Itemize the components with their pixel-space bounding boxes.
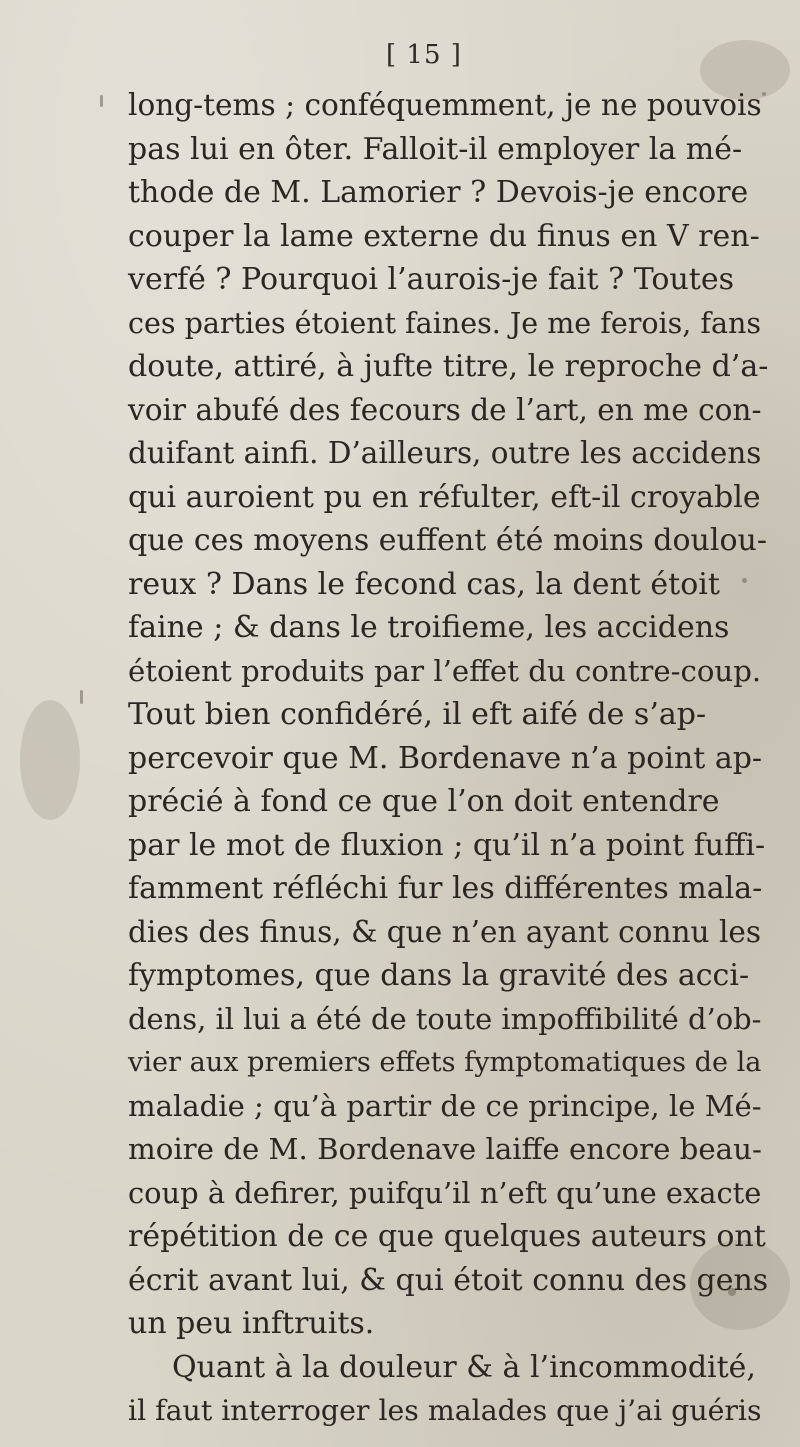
text-line: long-tems ; conféquemment, je ne pouvois bbox=[128, 88, 762, 122]
text-line: Quant à la douleur & à l’incommodité, bbox=[172, 1349, 756, 1385]
text-line: verfé ? Pourquoi l’aurois-je fait ? Toutes bbox=[128, 262, 734, 297]
text-line: dens, il lui a été de toute impoffibilité d’ob- bbox=[128, 1001, 762, 1036]
text-line: famment réfléchi fur les différentes mala- bbox=[128, 871, 763, 906]
text-line: par le mot de fluxion ; qu’il n’a point fuffi- bbox=[128, 827, 766, 863]
text-line: percevoir que M. Bordenave n’a point ap- bbox=[128, 740, 763, 776]
text-line: Tout bien confidéré, il eft aifé de s’ap- bbox=[128, 697, 707, 732]
text-line: coup à defirer, puifqu’il n’eft qu’une exacte bbox=[128, 1175, 762, 1210]
text-line: que ces moyens euffent été moins doulou- bbox=[128, 523, 767, 558]
text-line: qui auroient pu en réfulter, eft-il croyable bbox=[128, 479, 761, 515]
ink-speck bbox=[80, 690, 83, 704]
body-text bbox=[128, 84, 768, 1433]
ink-speck bbox=[100, 95, 103, 107]
text-line: moire de M. Bordenave laiffe encore beau- bbox=[128, 1132, 762, 1166]
text-line: reux ? Dans le fecond cas, la dent étoit bbox=[128, 566, 720, 602]
text-line: couper la lame externe du finus en V ren- bbox=[128, 218, 760, 254]
text-line: duifant ainfi. D’ailleurs, outre les accidens bbox=[128, 436, 762, 470]
text-line: précié à fond ce que l’on doit entendre bbox=[128, 784, 720, 819]
text-line: pas lui en ôter. Falloit-il employer la mé- bbox=[128, 131, 743, 167]
text-line: doute, attiré, à jufte titre, le reproche d’a- bbox=[128, 349, 769, 384]
text-line: dies des finus, & que n’en ayant connu les bbox=[128, 914, 762, 949]
text-line: voir abufé des fecours de l’art, en me con- bbox=[128, 392, 762, 427]
text-line: étoient produits par l’effet du contre-coup. bbox=[128, 653, 762, 688]
text-line: un peu inftruits. bbox=[128, 1306, 375, 1341]
text-line: vier aux premiers effets fymptomatiques de la bbox=[128, 1047, 762, 1078]
text-line: répétition de ce que quelques auteurs ont bbox=[128, 1219, 766, 1254]
text-line: thode de M. Lamorier ? Devois-je encore bbox=[128, 175, 749, 210]
text-line: faine ; & dans le troifieme, les accidens bbox=[128, 610, 730, 645]
text-line: fymptomes, que dans la gravité des acci- bbox=[128, 958, 750, 993]
text-line: il faut interroger les malades que j’ai guéris bbox=[128, 1394, 762, 1427]
text-line: ces parties étoient faines. Je me ferois, fans bbox=[128, 306, 762, 340]
paper-stain bbox=[20, 700, 80, 820]
text-line: écrit avant lui, & qui étoit connu des gens bbox=[128, 1262, 769, 1298]
text-line: maladie ; qu’à partir de ce principe, le Mé- bbox=[128, 1088, 762, 1123]
page-number: [ 15 ] bbox=[386, 40, 462, 70]
